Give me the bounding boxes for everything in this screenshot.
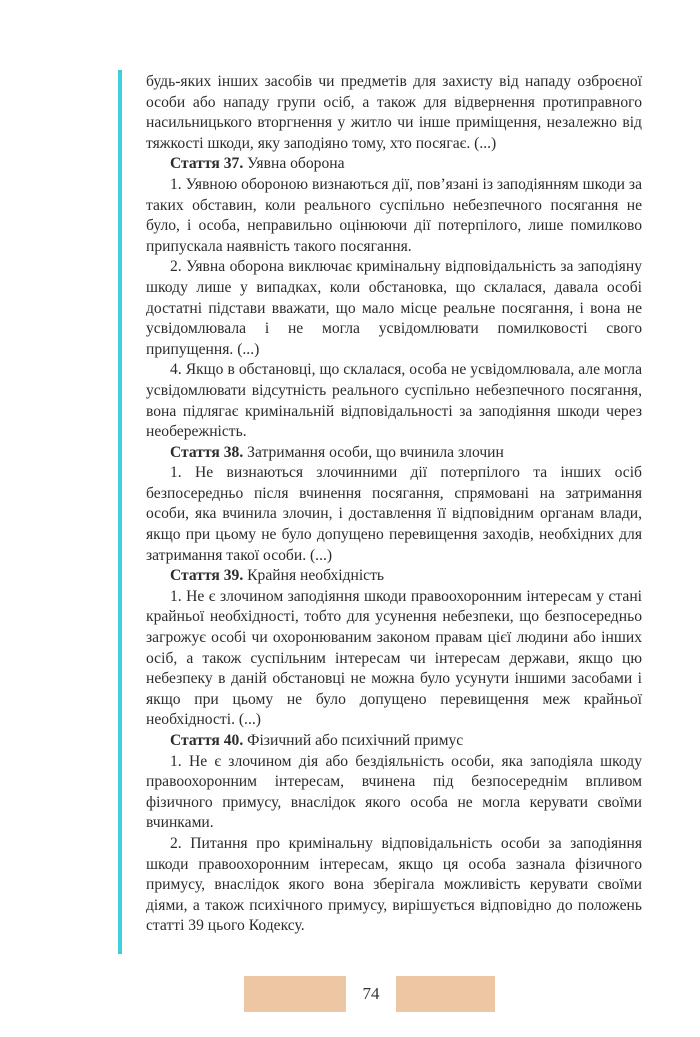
page-footer xyxy=(0,976,700,1012)
article-38-paragraph-1: 1. Не визнаються злочинними дії потерпілого та інших осіб безпосередньо після вчинення посягання, спрямовані на затримання особи, яка вчинила злочин, і доставлення її відповідним органам влади, якщо при цьому не було допущено перевищення заходів, необхідних для затримання такої особи. (...) xyxy=(146,464,642,564)
article-37-title: Уявна оборона xyxy=(247,155,345,173)
intro-paragraph: будь-яких інших засобів чи предметів для захисту від нападу озброєної особи або нападу групи осіб, а також для відвернення протиправного насильницького вторгнення у житло чи інше приміщення, незалежно від тяжкості шкоди, яку заподіяно тому, хто посягає. (...) xyxy=(146,73,642,152)
article-38-number: Стаття 38. xyxy=(170,443,244,461)
article-40-title: Фізичний або психічний примус xyxy=(247,732,464,749)
footer-block-left xyxy=(244,976,346,1012)
article-37-paragraph-4: 4. Якщо в обстановці, що склалася, особа не усвідомлювала, але могла усвідомлювати відсутність реального суспільно небезпечного посягання, вона підлягає кримінальній відповідальності за заподіяння шкоди через необережність. xyxy=(146,361,642,441)
accent-bar xyxy=(118,70,122,954)
article-39-number: Стаття 39. xyxy=(170,567,244,585)
article-39-title: Крайня необхідність xyxy=(247,567,385,585)
footer-block-right xyxy=(396,976,495,1012)
article-40-paragraph-2: 2. Питання про кримінальну відповідальність особи за заподіяння шкоди правоохоронним інтересам, якщо ця особа зазнала фізичного примусу, внаслідок якого вона зберігала можливість керувати своїми діями, а також психічного примусу, вирішується відповідно до положень статті 39 цього Кодексу. xyxy=(146,834,642,935)
article-37-paragraph-1: 1. Уявною обороною визнаються дії, пов’язані із заподіянням шкоди за таких обставин, коли реального суспільно небезпечного посягання не було, і особа, неправильно оцінюючи дії потерпілого, лише помилково припускала наявність такого посягання. xyxy=(146,175,642,255)
page-number: 74 xyxy=(362,984,380,1003)
article-39-heading xyxy=(146,566,642,587)
article-37-number: Стаття 37. xyxy=(170,155,244,173)
article-38-title: Затримання особи, що вчинила злочин xyxy=(247,443,504,461)
article-37-heading xyxy=(146,154,642,175)
article-37-paragraph-2: 2. Уявна оборона виключає кримінальну відповідальність за заподіяну шкоду лише у випадках, коли обстановка, що склалася, давала особі достатні підстави вважати, що мало місце реальне посягання, і вона не усвідомлювала і не могла усвідомлювати помилковості свого припущення. (...) xyxy=(146,258,642,358)
article-40-heading xyxy=(146,731,642,752)
article-40-paragraph-1: 1. Не є злочином дія або бездіяльність особи, яка заподіяла шкоду правоохоронним інтересам, вчинена під безпосереднім впливом фізичного примусу, внаслідок якого особа не могла керувати своїми вчинками. xyxy=(146,752,642,832)
article-38-heading xyxy=(146,443,642,464)
article-39-paragraph-1: 1. Не є злочином заподіяння шкоди правоохоронним інтересам у стані крайньої необхідності, тобто для усунення небезпеки, що безпосередньо загрожує особі чи охоронюваним законом правам цієї людини або інших осіб, а також суспільним інтересам чи інтересам держави, якщо цю небезпеку в даній обстановці не можна було усунути іншими засобами і якщо при цьому не було допущено перевищення меж крайньої необхідності. (...) xyxy=(146,587,642,729)
text-column xyxy=(146,72,642,937)
article-40-number: Стаття 40. xyxy=(170,732,244,749)
